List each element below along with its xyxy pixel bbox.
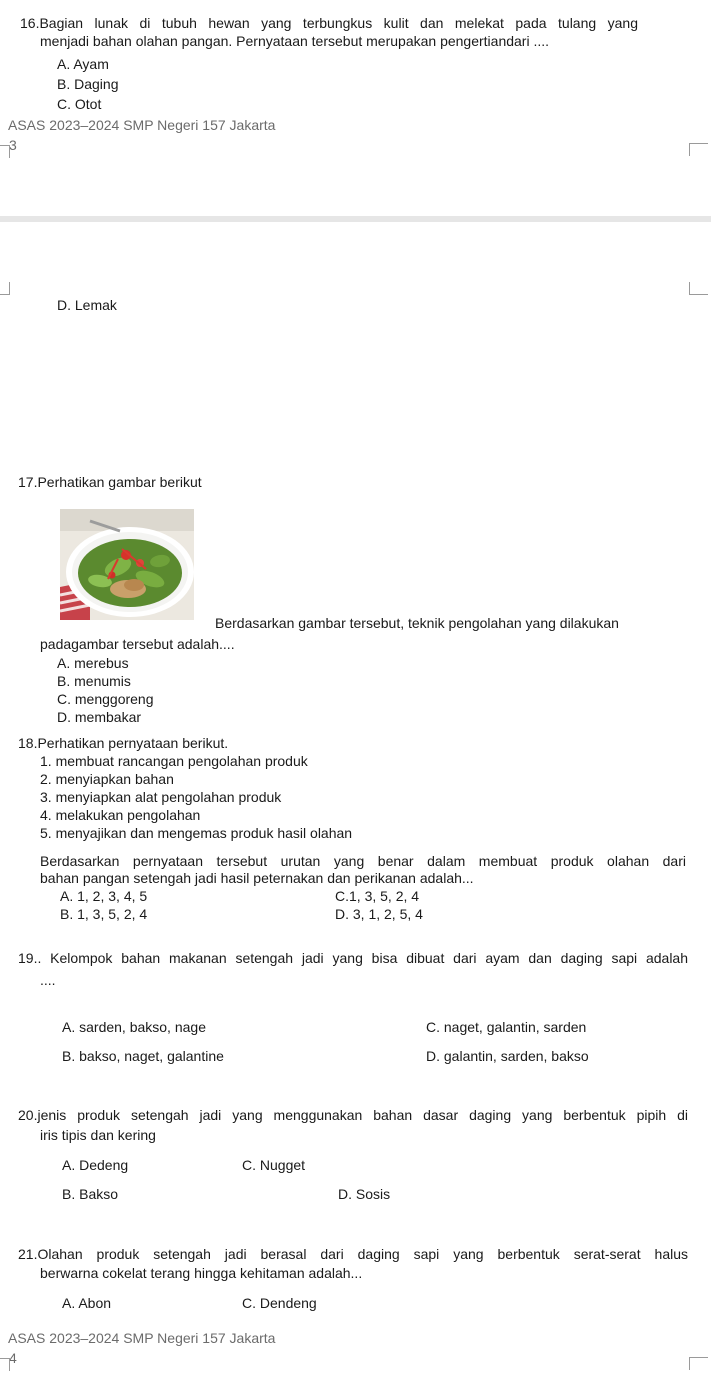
- q18-line-1: Berdasarkan pernyataan tersebut urutan yang benar dalam membuat produk olahan dari: [40, 853, 686, 869]
- q18-option-a: A. 1, 2, 3, 4, 5: [60, 888, 148, 904]
- q16-option-b: B. Daging: [57, 76, 119, 92]
- salad-plate-illustration: [60, 509, 194, 620]
- q20-option-c: C. Nugget: [242, 1157, 306, 1173]
- q20-line-2: iris tipis dan kering: [40, 1127, 156, 1143]
- q17-title: 17.Perhatikan gambar berikut: [18, 474, 202, 490]
- q19-line-2: ....: [40, 972, 56, 988]
- footer-school-1: ASAS 2023–2024 SMP Negeri 157 Jakarta: [8, 117, 276, 133]
- q16-option-d: D. Lemak: [57, 297, 117, 313]
- q18-line-2: bahan pangan setengah jadi hasil peternakan dan perikanan adalah...: [40, 870, 474, 886]
- q21-option-a: A. Abon: [62, 1295, 112, 1311]
- crop-mark: [0, 145, 10, 158]
- q20-line-1: 20.jenis produk setengah jadi yang menggunakan bahan dasar daging yang berbentuk pipih di: [18, 1107, 688, 1123]
- q17-line-1: Berdasarkan gambar tersebut, teknik pengolahan yang dilakukan: [215, 615, 619, 631]
- q16-line-2: menjadi bahan olahan pangan. Pernyataan tersebut merupakan pengertiandari ....: [40, 33, 550, 49]
- q18-statement-2: 2. menyiapkan bahan: [40, 771, 174, 787]
- q18-statement-3: 3. menyiapkan alat pengolahan produk: [40, 789, 282, 805]
- q18-title: 18.Perhatikan pernyataan berikut.: [18, 735, 229, 751]
- q17-option-d: D. membakar: [57, 709, 142, 725]
- crop-mark: [689, 282, 708, 295]
- q17-option-c: C. menggoreng: [57, 691, 154, 707]
- q17-line-2: padagambar tersebut adalah....: [40, 636, 235, 652]
- q19-option-d: D. galantin, sarden, bakso: [426, 1048, 589, 1064]
- q21-line-1: 21.Olahan produk setengah jadi berasal dari daging sapi yang berbentuk serat-serat halus: [18, 1246, 688, 1262]
- q19-line-1: 19.. Kelompok bahan makanan setengah jadi yang bisa dibuat dari ayam dan daging sapi adalah: [18, 950, 688, 966]
- q20-option-d: D. Sosis: [338, 1186, 391, 1202]
- q21-line-2: berwarna cokelat terang hingga kehitaman adalah...: [40, 1265, 363, 1281]
- q18-statement-4: 4. melakukan pengolahan: [40, 807, 201, 823]
- q20-option-b: B. Bakso: [62, 1186, 119, 1202]
- q19-option-a: A. sarden, bakso, nage: [62, 1019, 206, 1035]
- q18-option-b: B. 1, 3, 5, 2, 4: [60, 906, 148, 922]
- crop-mark: [689, 143, 708, 156]
- q19-option-c: C. naget, galantin, sarden: [426, 1019, 587, 1035]
- crop-mark: [0, 282, 10, 295]
- q17-food-image: [60, 509, 194, 620]
- q18-statement-1: 1. membuat rancangan pengolahan produk: [40, 753, 308, 769]
- q18-option-c: C.1, 3, 5, 2, 4: [335, 888, 420, 904]
- crop-mark: [0, 1358, 10, 1371]
- footer-school-2: ASAS 2023–2024 SMP Negeri 157 Jakarta: [8, 1330, 276, 1346]
- q18-option-d: D. 3, 1, 2, 5, 4: [335, 906, 423, 922]
- q16-option-a: A. Ayam: [57, 56, 109, 72]
- q16-option-c: C. Otot: [57, 96, 102, 112]
- page-break: [0, 216, 711, 222]
- crop-mark: [689, 1357, 708, 1370]
- q18-statement-5: 5. menyajikan dan mengemas produk hasil olahan: [40, 825, 353, 841]
- q19-option-b: B. bakso, naget, galantine: [62, 1048, 224, 1064]
- q16-line-1: 16.Bagian lunak di tubuh hewan yang terbungkus kulit dan melekat pada tulang yang: [20, 15, 638, 31]
- q17-option-b: B. menumis: [57, 673, 131, 689]
- q21-option-c: C. Dendeng: [242, 1295, 317, 1311]
- q17-option-a: A. merebus: [57, 655, 129, 671]
- q20-option-a: A. Dedeng: [62, 1157, 129, 1173]
- footer-page-number-2: 4: [9, 1350, 17, 1366]
- footer-page-number-1: 3: [9, 137, 17, 153]
